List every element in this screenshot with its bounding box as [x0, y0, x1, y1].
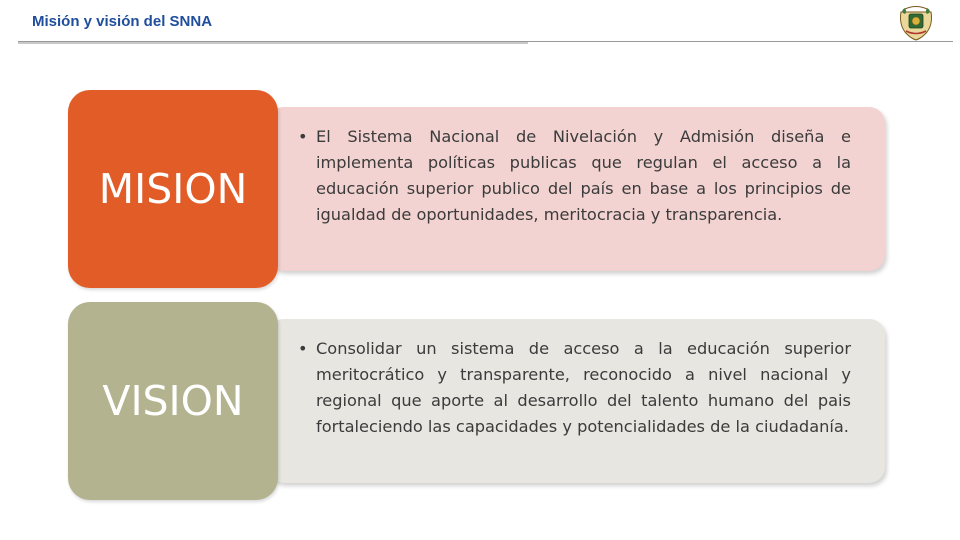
vision-bullet-item [298, 336, 851, 440]
bullet-glyph: • [298, 127, 308, 146]
mision-label-box [68, 90, 278, 288]
mision-text-panel [268, 107, 885, 271]
page-title: Misión y visión del SNNA [32, 13, 213, 30]
mision-statement: El Sistema Nacional de Nivelación y Admisión diseña e implementa políticas publicas que regulan el acceso a la educación superior publico del país en base a los principios de igualdad de oportunidades, meritocracia y transparencia. [316, 127, 851, 224]
mision-label: MISION [98, 165, 248, 213]
mision-bullet-item [298, 124, 851, 228]
header-divider-accent [18, 42, 528, 44]
vision-text-panel [268, 319, 885, 483]
vision-bullet-list [298, 336, 851, 440]
institution-crest-icon [897, 4, 935, 42]
vision-label-box [68, 302, 278, 500]
vision-statement: Consolidar un sistema de acceso a la educación superior meritocrático y transparente, reconocido a nivel nacional y regional que aporte al desarrollo del talento humano del pais fortaleciendo las capacidades y potencialidades de la ciudadanía. [316, 339, 851, 436]
mision-bullet-list [298, 124, 851, 228]
vision-label: VISION [102, 377, 244, 425]
bullet-glyph: • [298, 339, 308, 358]
